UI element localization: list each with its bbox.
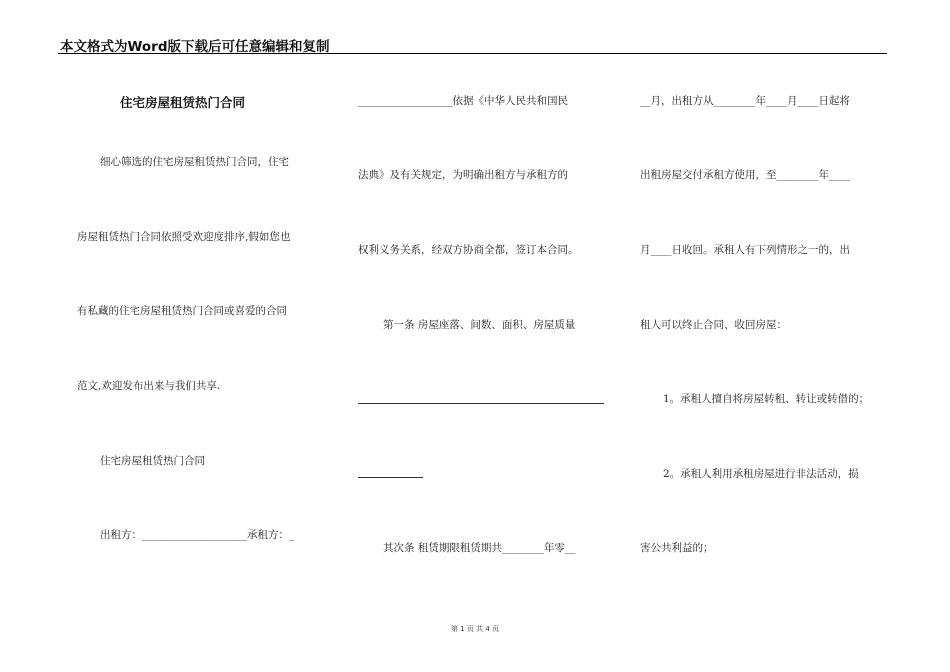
col3-line: 害公共利益的；	[640, 542, 714, 554]
col1-parties-line: 出租方：____________________承租方：_	[100, 529, 295, 541]
col1-line: 有私藏的住宅房屋租赁热门合同或喜爱的合同	[77, 305, 287, 317]
col2-line: 权利义务关系，经双方协商全都，签订本合同。	[358, 244, 579, 256]
col2-line: 法典》及有关规定，为明确出租方与承租方的	[358, 169, 568, 181]
document-header-title: 本文格式为Word版下载后可任意编辑和复制	[60, 39, 330, 55]
col1-subtitle: 住宅房屋租赁热门合同	[100, 455, 205, 467]
col3-line: 租人可以终止合同、收回房屋：	[640, 319, 787, 331]
blank-fill-line-short	[358, 477, 423, 478]
col3-line: 出租房屋交付承租方使用，至________年____	[640, 169, 850, 181]
col3-line: 月____日收回。承租人有下列情形之一的，出	[640, 244, 850, 256]
col2-line: __________________依据《中华人民共和国民	[358, 95, 568, 107]
header-divider	[58, 53, 887, 54]
col3-list-item: 1。承租人擅自将房屋转租、转让或转借的；	[663, 393, 870, 405]
col1-line: 范文,欢迎发布出来与我们共享.	[77, 380, 221, 392]
col1-line: 房屋租赁热门合同依照受欢迎度排序,假如您也	[77, 231, 291, 243]
page-number: 第 1 页 共 4 页	[450, 625, 500, 633]
blank-fill-line	[358, 403, 604, 404]
col2-clause-heading: 第一条 房屋座落、间数、面积、房屋质量	[383, 319, 576, 331]
col1-line: 细心筛选的住宅房屋租赁热门合同，住宅	[100, 156, 289, 168]
col3-line: __月，出租方从________年____月____日起将	[640, 95, 850, 107]
col3-list-item: 2。承租人利用承租房屋进行非法活动，损	[663, 468, 859, 480]
contract-title: 住宅房屋租赁热门合同	[120, 95, 246, 110]
col2-clause-heading: 其次条 租赁期限租赁期共________年零__	[383, 542, 576, 554]
